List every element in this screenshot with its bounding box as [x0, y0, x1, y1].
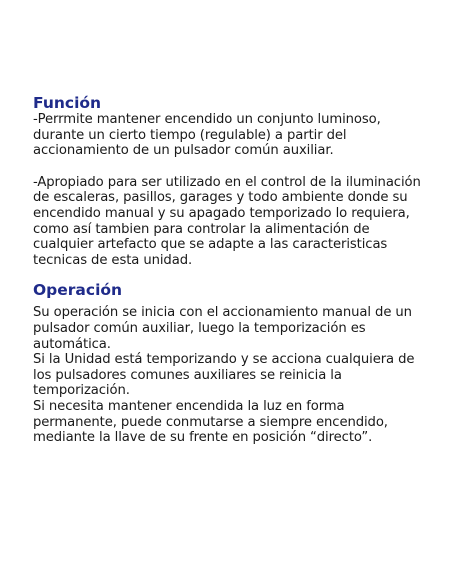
section-funcion [33, 95, 428, 268]
paragraph-operacion-1: Su operación se inicia con el accionamiento manual de un pulsador común auxiliar, luego la temporización es automática. [33, 305, 412, 352]
section-heading-funcion: Función [33, 94, 102, 112]
section-heading-operacion: Operación [33, 281, 123, 300]
document-body [33, 95, 428, 446]
paragraph-funcion-1: -Perrmite mantener encendido un conjunto luminoso, durante un cierto tiempo (regulable) a partir del accionamiento de un pulsador común auxiliar. [33, 112, 381, 159]
paragraph-operacion-3: Si necesita mantener encendida la luz en forma permanente, puede conmutarse a siempre encendido, mediante la llave de su frente en posición “directo”. [33, 398, 388, 446]
paragraph-operacion-2: Si la Unidad está temporizando y se acciona cualquiera de los pulsadores comunes auxiliares se reinicia la temporización. [33, 352, 415, 399]
section-spacer [33, 268, 428, 282]
paragraph-funcion-2: -Apropiado para ser utilizado en el control de la iluminación de escaleras, pasillos, garages y todo ambiente donde su encendido manual y su apagado temporizado lo requiera, como así tambien para controlar la alimentación de cualquier artefacto que se adapte a las caracteristicas tecnicas de esta unidad. [33, 174, 421, 268]
paragraph-spacer [33, 159, 428, 175]
section-operacion [33, 282, 428, 445]
